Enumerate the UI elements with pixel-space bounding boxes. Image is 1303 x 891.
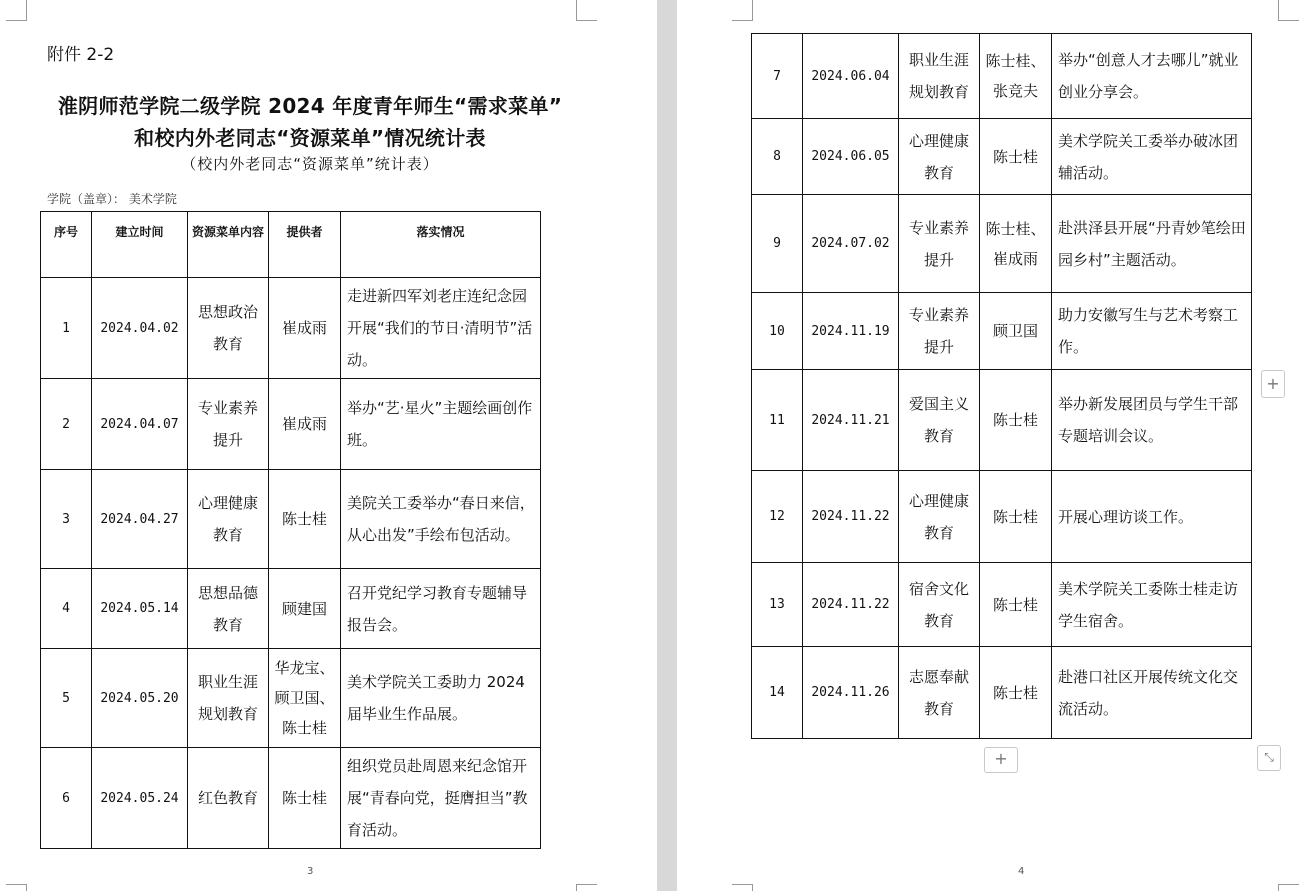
cell-implementation[interactable]: 举办“艺·星火”主题绘画创作班。: [341, 379, 541, 470]
cell-provider[interactable]: 陈士桂: [980, 563, 1052, 647]
cell-content[interactable]: 心理健康教育: [899, 119, 980, 195]
cell-date[interactable]: 2024.04.02: [92, 278, 188, 379]
table-row[interactable]: [752, 293, 1252, 370]
cell-implementation[interactable]: 赴港口社区开展传统文化交流活动。: [1052, 647, 1252, 739]
table-row[interactable]: [41, 569, 541, 649]
cell-serial[interactable]: 5: [41, 649, 92, 748]
cell-content[interactable]: 专业素养提升: [188, 379, 269, 470]
cell-content[interactable]: 志愿奉献教育: [899, 647, 980, 739]
crop-mark: [1278, 884, 1299, 891]
header-serial: 序号: [41, 212, 92, 278]
crop-mark: [732, 0, 753, 21]
cell-provider[interactable]: 陈士桂、张竞夫: [980, 34, 1052, 119]
cell-content[interactable]: 思想品德教育: [188, 569, 269, 649]
cell-serial[interactable]: 7: [752, 34, 803, 119]
cell-implementation[interactable]: 走进新四军刘老庄连纪念园开展“我们的节日·清明节”活动。: [341, 278, 541, 379]
cell-date[interactable]: 2024.06.04: [803, 34, 899, 119]
add-row-button[interactable]: +: [984, 747, 1018, 773]
cell-content[interactable]: 心理健康教育: [188, 470, 269, 569]
cell-content[interactable]: 红色教育: [188, 748, 269, 849]
cell-date[interactable]: 2024.04.27: [92, 470, 188, 569]
cell-provider[interactable]: 陈士桂: [269, 748, 341, 849]
table-row[interactable]: [752, 370, 1252, 471]
cell-content[interactable]: 职业生涯规划教育: [188, 649, 269, 748]
document-subtitle: （校内外老同志“资源菜单”统计表）: [181, 155, 439, 173]
cell-serial[interactable]: 2: [41, 379, 92, 470]
cell-provider[interactable]: 陈士桂: [980, 647, 1052, 739]
attachment-label: 附件 2-2: [47, 45, 115, 65]
cell-date[interactable]: 2024.05.20: [92, 649, 188, 748]
cell-implementation[interactable]: 赴洪泽县开展“丹青妙笔绘田园乡村”主题活动。: [1052, 195, 1252, 293]
document-page-4: [677, 0, 1303, 891]
cell-provider[interactable]: 崔成雨: [269, 278, 341, 379]
document-title-line1: 淮阴师范学院二级学院 2024 年度青年师生“需求菜单”: [57, 94, 563, 118]
cell-content[interactable]: 专业素养提升: [899, 195, 980, 293]
crop-mark: [6, 0, 27, 21]
cell-serial[interactable]: 10: [752, 293, 803, 370]
cell-provider[interactable]: 陈士桂: [269, 470, 341, 569]
table-resize-handle[interactable]: ⤡: [1257, 745, 1281, 771]
cell-serial[interactable]: 6: [41, 748, 92, 849]
cell-implementation[interactable]: 举办新发展团员与学生干部专题培训会议。: [1052, 370, 1252, 471]
college-stamp-label: 学院（盖章）： 美术学院: [47, 192, 177, 206]
cell-content[interactable]: 专业素养提升: [899, 293, 980, 370]
cell-date[interactable]: 2024.05.14: [92, 569, 188, 649]
cell-serial[interactable]: 8: [752, 119, 803, 195]
table-row[interactable]: [752, 195, 1252, 293]
cell-date[interactable]: 2024.04.07: [92, 379, 188, 470]
page-number: 4: [1018, 866, 1025, 877]
cell-content[interactable]: 心理健康教育: [899, 471, 980, 563]
table-row[interactable]: [752, 647, 1252, 739]
cell-provider[interactable]: 陈士桂: [980, 370, 1052, 471]
cell-implementation[interactable]: 美院关工委举办“春日来信，从心出发”手绘布包活动。: [341, 470, 541, 569]
cell-implementation[interactable]: 美术学院关工委举办破冰团辅活动。: [1052, 119, 1252, 195]
header-provider: 提供者: [269, 212, 341, 278]
crop-mark: [1278, 0, 1299, 21]
cell-implementation[interactable]: 助力安徽写生与艺术考察工作。: [1052, 293, 1252, 370]
table-header-row: [41, 212, 541, 278]
cell-content[interactable]: 爱国主义教育: [899, 370, 980, 471]
table-row[interactable]: [41, 470, 541, 569]
cell-provider[interactable]: 陈士桂: [980, 471, 1052, 563]
cell-content[interactable]: 职业生涯规划教育: [899, 34, 980, 119]
cell-content[interactable]: 宿舍文化教育: [899, 563, 980, 647]
header-date: 建立时间: [92, 212, 188, 278]
cell-date[interactable]: 2024.05.24: [92, 748, 188, 849]
cell-provider[interactable]: 崔成雨: [269, 379, 341, 470]
cell-implementation[interactable]: 开展心理访谈工作。: [1052, 471, 1252, 563]
table-row[interactable]: [752, 34, 1252, 119]
table-row[interactable]: [41, 379, 541, 470]
cell-serial[interactable]: 13: [752, 563, 803, 647]
cell-serial[interactable]: 11: [752, 370, 803, 471]
cell-date[interactable]: 2024.11.26: [803, 647, 899, 739]
table-row[interactable]: [752, 471, 1252, 563]
crop-mark: [732, 884, 753, 891]
cell-implementation[interactable]: 美术学院关工委陈士桂走访学生宿舍。: [1052, 563, 1252, 647]
table-row[interactable]: [41, 649, 541, 748]
resource-menu-table: [40, 211, 541, 849]
cell-provider[interactable]: 陈士桂: [980, 119, 1052, 195]
cell-date[interactable]: 2024.11.19: [803, 293, 899, 370]
cell-implementation[interactable]: 举办“创意人才去哪儿”就业创业分享会。: [1052, 34, 1252, 119]
crop-mark: [576, 884, 597, 891]
cell-date[interactable]: 2024.11.22: [803, 563, 899, 647]
resource-menu-table-continued: [751, 33, 1252, 739]
cell-serial[interactable]: 1: [41, 278, 92, 379]
cell-content[interactable]: 思想政治教育: [188, 278, 269, 379]
header-implementation: 落实情况: [341, 212, 541, 278]
cell-provider[interactable]: 顾卫国: [980, 293, 1052, 370]
cell-date[interactable]: 2024.11.22: [803, 471, 899, 563]
add-column-button[interactable]: +: [1261, 370, 1285, 398]
cell-serial[interactable]: 12: [752, 471, 803, 563]
crop-mark: [576, 0, 597, 21]
cell-provider[interactable]: 陈士桂、崔成雨: [980, 195, 1052, 293]
cell-serial[interactable]: 4: [41, 569, 92, 649]
cell-serial[interactable]: 3: [41, 470, 92, 569]
cell-date[interactable]: 2024.07.02: [803, 195, 899, 293]
table-row[interactable]: [752, 563, 1252, 647]
cell-provider[interactable]: 顾建国: [269, 569, 341, 649]
cell-provider[interactable]: 华龙宝、顾卫国、陈士桂: [269, 649, 341, 748]
table-row[interactable]: [752, 119, 1252, 195]
cell-implementation[interactable]: 组织党员赴周恩来纪念馆开展“青春向党，挺膺担当”教育活动。: [341, 748, 541, 849]
table-row[interactable]: [41, 278, 541, 379]
cell-implementation[interactable]: 美术学院关工委助力 2024 届毕业生作品展。: [341, 649, 541, 748]
cell-date[interactable]: 2024.06.05: [803, 119, 899, 195]
cell-serial[interactable]: 9: [752, 195, 803, 293]
table-row[interactable]: [41, 748, 541, 849]
cell-date[interactable]: 2024.11.21: [803, 370, 899, 471]
document-title-line2: 和校内外老同志“资源菜单”情况统计表: [134, 126, 486, 150]
cell-implementation[interactable]: 召开党纪学习教育专题辅导报告会。: [341, 569, 541, 649]
header-content: 资源菜单内容: [188, 212, 269, 278]
crop-mark: [6, 884, 27, 891]
page-number: 3: [307, 866, 314, 877]
cell-serial[interactable]: 14: [752, 647, 803, 739]
